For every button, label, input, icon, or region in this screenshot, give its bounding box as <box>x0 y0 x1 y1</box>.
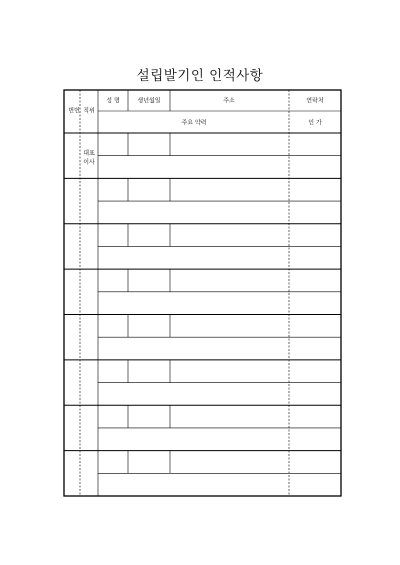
header-name: 성 명 <box>106 97 120 105</box>
table-border <box>64 90 341 496</box>
header-contact: 연락처 <box>306 97 324 105</box>
header-address: 주소 <box>223 97 235 105</box>
header-position: 직위 <box>83 107 95 115</box>
header-seal: 인 가 <box>308 119 322 127</box>
row-1-role <box>82 149 96 167</box>
row-1-role-line2: 이사 <box>83 159 95 166</box>
form-title: 설립발기인 인적사항 <box>136 68 264 84</box>
row-1-role-line1: 대표 <box>83 150 95 157</box>
header-birthdate: 생년월일 <box>137 97 161 105</box>
header-number: 번번 <box>68 107 80 115</box>
header-career: 주요 약력 <box>181 119 207 127</box>
